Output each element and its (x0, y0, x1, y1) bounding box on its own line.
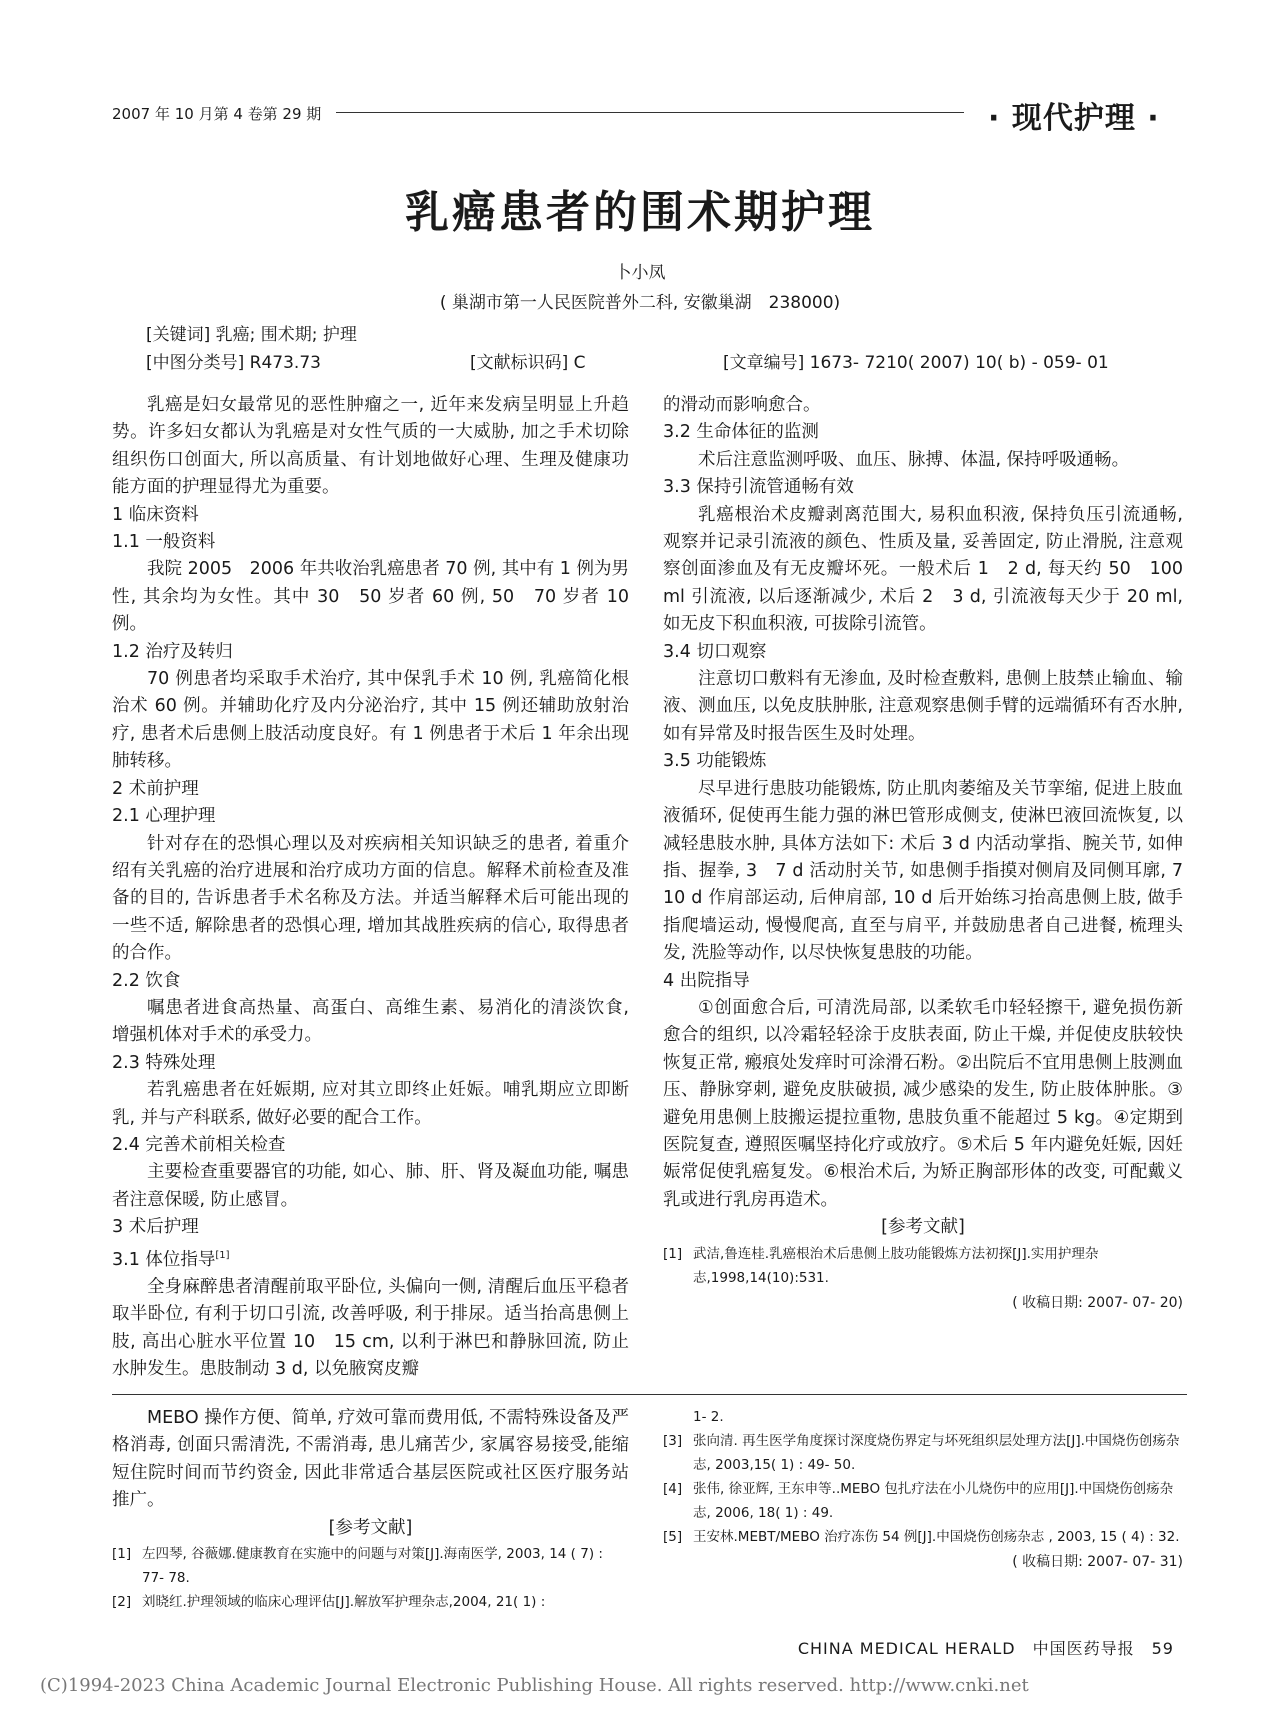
copyright-notice: (C)1994-2023 China Academic Journal Electronic Publishing House. All rights reserved. http://www.cnki.net (40, 1675, 1029, 1696)
left-column (112, 392, 629, 1383)
reference-text: 王安林.MEBT/MEBO 治疗冻伤 54 例[J].中国烧伤创疡杂志 , 2003, 15 ( 4) : 32. (693, 1529, 1180, 1545)
reference-text: 左四琴, 谷薇娜.健康教育在实施中的问题与对策[J].海南医学, 2003, 14 ( 7) : 77- 78. (142, 1546, 603, 1587)
reference-text: 张向清. 再生医学角度探讨深度烧伤界定与坏死组织层处理方法[J].中国烧伤创疡杂志, 2003,15( 1) : 49- 50. (693, 1433, 1180, 1473)
section-heading: 3 术后护理 (112, 1217, 199, 1238)
reference-number: [1] (112, 1546, 132, 1563)
article-title: 乳癌患者的围术期护理 (405, 187, 875, 238)
reference-item (663, 1429, 1183, 1477)
body-paragraph: 注意切口敷料有无渗血, 及时检查敷料, 患侧上肢禁止输血、输液、测血压, 以免皮肤肿胀, 注意观察患侧手臂的远端循环有否水肿, 如有异常及时报告医生及时处理。 (663, 669, 1183, 744)
reference-item (112, 1542, 629, 1590)
body-paragraph: 尽早进行患肢功能锻炼, 防止肌肉萎缩及关节挛缩, 促进上肢血液循环, 促使再生能力强的淋巴管形成侧支, 使淋巴液回流恢复, 以减轻患肢水肿, 具体方法如下: 术后 3 d 内活动掌指、腕关节, 如伸指、握拳, 3 7 d 活动肘关节, 如患侧手指摸对侧肩及同侧耳廓, 7 10 d 作肩部运动, 后伸肩部, 10 d 后开始练习抬高患侧上肢, 做手指爬墙运动, 慢慢爬高, 直至与肩平, 并鼓励患者自己进餐, 梳理头发, 洗脸等动作, 以尽快恢复患肢的功能。 (663, 778, 1201, 964)
body-paragraph: 若乳癌患者在妊娠期, 应对其立即终止妊娠。哺乳期应立即断乳, 并与产科联系, 做好必要的配合工作。 (112, 1080, 629, 1128)
reference-item (663, 1525, 1183, 1549)
body-paragraph: 术后注意监测呼吸、血压、脉搏、体温, 保持呼吸通畅。 (698, 449, 1130, 470)
keywords: [关键词] 乳癌; 围术期; 护理 (146, 325, 357, 345)
section-heading: 3.1 体位指导[1] (112, 1249, 230, 1270)
affiliation: ( 巢湖市第一人民医院普外二科, 安徽巢湖 238000) (439, 293, 841, 313)
section-label: · 现代护理 · (988, 101, 1160, 136)
section-heading: 2.3 特殊处理 (112, 1052, 216, 1073)
reference-number: [5] (663, 1529, 683, 1545)
reference-number: [2] (112, 1594, 132, 1611)
issue-info: 2007 年 10 月第 4 卷第 29 期 (112, 105, 322, 123)
reference-text: 武洁,鲁连桂.乳癌根治术后患侧上肢功能锻炼方法初探[J].实用护理杂志,1998,14(10):531. (693, 1245, 1099, 1286)
header-rule (336, 112, 964, 113)
reference-number: [3] (663, 1433, 683, 1449)
right-column (663, 392, 1201, 1317)
section-heading: 2.4 完善术前相关检查 (112, 1134, 286, 1155)
body-paragraph: 的滑动而影响愈合。 (663, 395, 821, 415)
section-heading: 3.3 保持引流管通畅有效 (663, 477, 854, 498)
reference-item (663, 1477, 1183, 1525)
section-heading: 1.1 一般资料 (112, 532, 216, 553)
body-paragraph: 乳癌根治术皮瓣剥离范围大, 易积血积液, 保持负压引流通畅, 观察并记录引流液的颜色、性质及量, 妥善固定, 防止滑脱, 注意观察创面渗血及有无皮瓣坏死。一般术后 1 2 d, 每天约 50 100 ml 引流液, 以后逐渐减少, 术后 2 3 d, 引流液每天少于 20 ml, 如无皮下积血积液, 可拔除引流管。 (663, 504, 1183, 635)
section-heading: 2.1 心理护理 (112, 806, 216, 827)
reference-item (663, 1242, 1183, 1290)
bottom-right-column (663, 1405, 1183, 1576)
bottom-left-column (112, 1405, 629, 1614)
body-paragraph: 70 例患者均采取手术治疗, 其中保乳手术 10 例, 乳癌简化根治术 60 例。并辅助化疗及内分泌治疗, 其中 15 例还辅助放射治疗, 患者术后患侧上肢活动度良好。有 1 例患者于术后 1 年余出现肺转移。 (112, 669, 629, 772)
reference-item (112, 1590, 629, 1614)
body-paragraph: ①创面愈合后, 可清洗局部, 以柔软毛巾轻轻擦干, 避免损伤新愈合的组织, 以冷霜轻轻涂于皮肤表面, 防止干燥, 并促使皮肤较快恢复正常, 瘢痕处发痒时可涂滑石粉。②出院后不宜用患侧上肢测血压、静脉穿刺, 避免皮肤破损, 减少感染的发生, 防止肢体肿胀。③避免用患侧上肢搬运提拉重物, 患肢负重不能超过 5 kg。④定期到医院复查, 遵照医嘱坚持化疗或放疗。⑤术后 5 年内避免妊娠, 因妊娠常促使乳癌复发。⑥根治术后, 为矫正胸部形体的改变, 可配戴义乳或进行乳房再造术。 (663, 997, 1183, 1210)
section-heading: 2.2 饮食 (112, 970, 181, 991)
author: 卜小凤 (614, 263, 666, 283)
reference-list (663, 1429, 1183, 1549)
document-code: [文献标识码] C (470, 353, 586, 373)
article-separator (112, 1394, 1187, 1395)
body-paragraph: 主要检查重要器官的功能, 如心、肺、肝、肾及凝血功能, 嘱患者注意保暖, 防止感冒。 (112, 1162, 629, 1210)
body-paragraph: 乳癌是妇女最常见的恶性肿瘤之一, 近年来发病呈明显上升趋势。许多妇女都认为乳癌是对女性气质的一大威胁, 加之手术切除组织伤口创面大, 所以高质量、有计划地做好心理、生理及健康功能方面的护理显得尤为重要。 (112, 395, 629, 498)
reference-heading: [参考文献] (328, 1517, 413, 1538)
reference-text: 刘晓红.护理领域的临床心理评估[J].解放军护理杂志,2004, 21( 1) : (142, 1594, 546, 1611)
clc-number: [中图分类号] R473.73 (146, 353, 321, 373)
section-heading: 3.2 生命体征的监测 (663, 422, 819, 443)
citation-marker: [1] (215, 1249, 230, 1261)
journal-footer: CHINA MEDICAL HERALD 中国医药导报 59 (797, 1639, 1174, 1658)
section-heading: 3.4 切口观察 (663, 641, 767, 662)
received-date: ( 收稿日期: 2007- 07- 20) (1012, 1294, 1183, 1311)
section-heading: 1.2 治疗及转归 (112, 641, 233, 662)
section-heading: 4 出院指导 (663, 970, 750, 991)
reference-list (663, 1242, 1183, 1290)
section-heading: 1 临床资料 (112, 504, 199, 525)
continuation-paragraph: MEBO 操作方便、简单, 疗效可靠而费用低, 不需特殊设备及严格消毒, 创面只需清洗, 不需消毒, 患儿痛苦少, 家属容易接受,能缩短住院时间而节约资金, 因此非常适合基层医院或社区医疗服务站推广。 (112, 1408, 629, 1511)
reference-number: [4] (663, 1481, 683, 1497)
body-paragraph: 针对存在的恐惧心理以及对疾病相关知识缺乏的患者, 着重介绍有关乳癌的治疗进展和治疗成功方面的信息。解释术前检查及准备的目的, 告诉患者手术名称及方法。并适当解释术后可能出现的一些不适, 解除患者的恐惧心理, 增加其战胜疾病的信心, 取得患者的合作。 (112, 833, 629, 964)
reference-heading: [参考文献] (881, 1217, 965, 1238)
reference-number: [1] (663, 1245, 683, 1262)
reference-continuation: 1- 2. (693, 1409, 724, 1425)
article-number: [文章编号] 1673- 7210( 2007) 10( b) - 059- 01 (723, 353, 1109, 373)
body-paragraph: 嘱患者进食高热量、高蛋白、高维生素、易消化的清淡饮食, 增强机体对手术的承受力。 (112, 997, 629, 1046)
reference-list (112, 1542, 629, 1614)
reference-text: 张伟, 徐亚辉, 王东申等..MEBO 包扎疗法在小儿烧伤中的应用[J].中国烧伤创疡杂志, 2006, 18( 1) : 49. (693, 1481, 1174, 1521)
section-heading: 3.5 功能锻炼 (663, 751, 767, 772)
body-paragraph: 全身麻醉患者清醒前取平卧位, 头偏向一侧, 清醒后血压平稳者取半卧位, 有利于切口引流, 改善呼吸, 利于排尿。适当抬高患侧上肢, 高出心脏水平位置 10 15 cm, 以利于淋巴和静脉回流, 防止水肿发生。患肢制动 3 d, 以免腋窝皮瓣 (112, 1276, 629, 1380)
section-heading: 2 术前护理 (112, 778, 199, 799)
body-paragraph: 我院 2005 2006 年共收治乳癌患者 70 例, 其中有 1 例为男性, 其余均为女性。其中 30 50 岁者 60 例, 50 70 岁者 10 例。 (112, 559, 629, 635)
received-date: ( 收稿日期: 2007- 07- 31) (1012, 1554, 1183, 1570)
